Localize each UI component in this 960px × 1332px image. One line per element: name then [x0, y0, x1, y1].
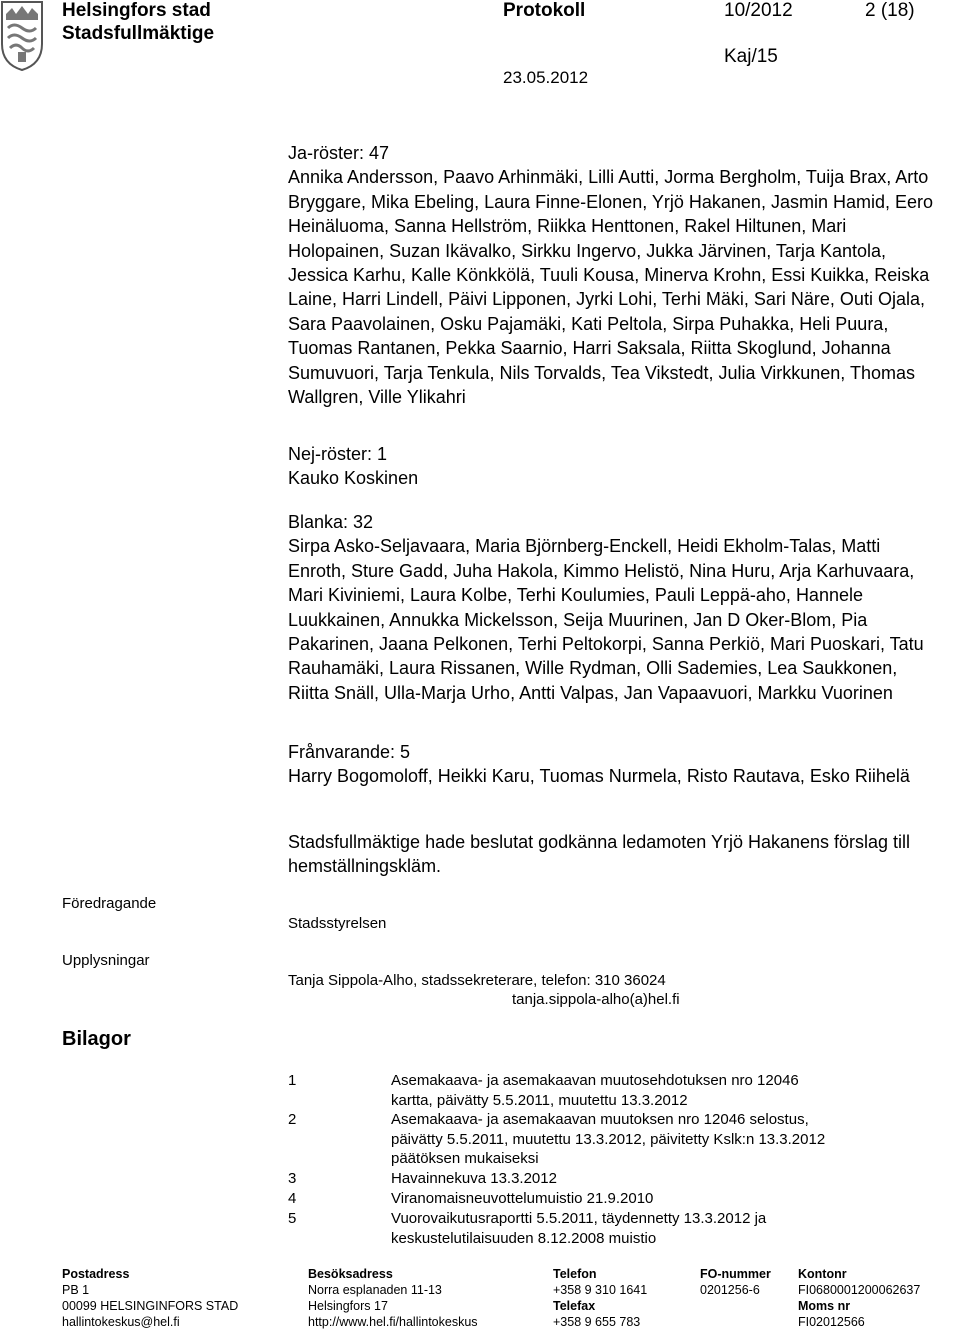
issue-number: 10/2012: [724, 0, 793, 21]
footer-business-id: [700, 1266, 771, 1298]
attachment-text: Asemakaava- ja asemakaavan muutoksen nro 12046 selostus, päivätty 5.5.2011, muutettu 13.3.2012, päivitetty Kslk:n 13.3.2012 päätöksen mukaiseksi: [391, 1111, 826, 1168]
nej-votes-section: [288, 442, 943, 491]
footer-account: [798, 1266, 920, 1330]
footer-business-id-heading: FO-nummer: [700, 1267, 771, 1281]
attachment-number: 2: [288, 1111, 297, 1128]
meeting-date: 23.05.2012: [503, 68, 589, 87]
footer-phone-number: +358 9 310 1641: [553, 1283, 648, 1297]
footer-city: Helsingfors 17: [308, 1299, 388, 1313]
footer-fax-number: +358 9 655 783: [553, 1315, 641, 1329]
section-code: Kaj/15: [724, 46, 778, 67]
blanka-votes-names: Sirpa Asko-Seljavaara, Maria Björnberg-Enckell, Heidi Ekholm-Talas, Matti Enroth, Sture Gadd, Juha Hakola, Kimmo Helistö, Nina Huru, Arja Karhuvaara, Mari Kiviniemi, Laura Kolbe, Terhi Koulumies, Pauli Leppä-aho, Hannele Luukkainen, Annukka Mickelsson, Seija Muurinen, Jan D Oker-Blom, Pia Pakarinen, Jaana Pelkonen, Terhi Peltokorpi, Sanna Perkiö, Mari Puoskari, Tatu Rauhamäki, Laura Rissanen, Wille Rydman, Olli Sademies, Lea Saukkonen, Riitta Snäll, Ulla-Marja Urho, Antti Valpas, Jan Vapaavuori, Markku Vuorinen: [288, 536, 924, 703]
contact-email[interactable]: tanja.sippola-alho(a)hel.fi: [512, 991, 680, 1008]
contact-person: Tanja Sippola-Alho, stadssekreterare, telefon: 310 36024: [288, 972, 666, 989]
attachment-item: [288, 1071, 888, 1111]
footer-vat-heading: Moms nr: [798, 1299, 851, 1313]
footer-account-heading: Kontonr: [798, 1267, 847, 1281]
footer-website[interactable]: http://www.hel.fi/hallintokeskus: [308, 1315, 478, 1329]
footer-phone: [553, 1266, 647, 1330]
footer-account-number: FI0680001200062637: [798, 1283, 921, 1297]
footer-business-id-value: 0201256-6: [700, 1283, 760, 1297]
nej-votes-heading: Nej-röster: 1: [288, 444, 388, 464]
ja-votes-section: [288, 141, 943, 409]
attachment-text: Viranomaisneuvottelumuistio 21.9.2010: [391, 1190, 654, 1207]
franvarande-heading: Frånvarande: 5: [288, 742, 411, 762]
attachment-number: 5: [288, 1210, 297, 1227]
footer-street: Norra esplanaden 11-13: [308, 1283, 442, 1297]
attachment-item: [288, 1189, 888, 1209]
ja-votes-names: Annika Andersson, Paavo Arhinmäki, Lilli Autti, Jorma Bergholm, Tuija Brax, Arto Bryggare, Mika Ebeling, Laura Finne-Elonen, Yrjö Hakanen, Jasmin Hamid, Eero Heinäluoma, Sanna Hellström, Riikka Henttonen, Rakel Hiltunen, Mari Holopainen, Suzan Ikävalko, Sirkku Ingervo, Jukka Järvinen, Tarja Kantola, Jessica Karhu, Kalle Könkkölä, Tuuli Kousa, Minerva Krohn, Essi Kuikka, Reiska Laine, Harri Lindell, Päivi Lipponen, Jyrki Lohi, Terhi Mäki, Sari Näre, Outi Ojala, Sara Paavolainen, Osku Pajamäki, Kati Peltola, Sirpa Puhakka, Heli Puura, Tuomas Rantanen, Pekka Saarnio, Harri Saksala, Riitta Skoglund, Johanna Sumuvuori, Tarja Tenkula, Nils Torvalds, Tea Vikstedt, Julia Virkkunen, Thomas Wallgren, Ville Ylikahri: [288, 167, 933, 408]
blanka-votes-section: [288, 510, 943, 705]
ja-votes-heading: Ja-röster: 47: [288, 143, 390, 163]
footer-phone-heading: Telefon: [553, 1267, 597, 1281]
upplysningar-label: Upplysningar: [62, 952, 150, 969]
franvarande-names: Harry Bogomoloff, Heikki Karu, Tuomas Nurmela, Risto Rautava, Esko Riihelä: [288, 766, 910, 787]
document-type: Protokoll: [503, 0, 586, 21]
footer-visiting-heading: Besöksadress: [308, 1267, 393, 1281]
organization-name: Helsingfors stad: [62, 0, 211, 21]
footer-postal-address: [62, 1266, 238, 1330]
foredragande-label: Föredragande: [62, 895, 157, 912]
footer-fax-heading: Telefax: [553, 1299, 596, 1313]
attachment-number: 4: [288, 1190, 297, 1207]
footer-vat-number: FI02012566: [798, 1315, 865, 1329]
decision-text: Stadsfullmäktige hade beslutat godkänna ledamoten Yrjö Hakanens förslag till hemställningskläm.: [288, 832, 911, 877]
footer-visiting-address: [308, 1266, 478, 1330]
attachment-number: 1: [288, 1072, 297, 1089]
franvarande-section: [288, 740, 943, 789]
attachment-item: [288, 1169, 888, 1189]
footer-email[interactable]: hallintokeskus@hel.fi: [62, 1315, 180, 1329]
attachment-item: [288, 1209, 888, 1249]
footer-postal-heading: Postadress: [62, 1267, 130, 1281]
attachment-text: Asemakaava- ja asemakaavan muutosehdotuksen nro 12046 kartta, päivätty 5.5.2011, muutettu 13.3.2012: [391, 1072, 799, 1109]
foredragande-value: Stadsstyrelsen: [288, 915, 387, 932]
footer-postal-city: 00099 HELSINGINFORS STAD: [62, 1299, 239, 1313]
footer-postal-box: PB 1: [62, 1283, 90, 1297]
attachment-text: Havainnekuva 13.3.2012: [391, 1170, 557, 1187]
city-crest-logo: [0, 0, 44, 72]
blanka-votes-heading: Blanka: 32: [288, 512, 374, 532]
attachment-item: [288, 1110, 888, 1170]
organization-body: Stadsfullmäktige: [62, 23, 215, 44]
bilagor-label: Bilagor: [62, 1028, 131, 1050]
attachment-text: Vuorovaikutusraportti 5.5.2011, täydennetty 13.3.2012 ja keskustelutilaisuuden 8.12.2008 muistio: [391, 1210, 767, 1247]
attachment-number: 3: [288, 1170, 297, 1187]
page-number: 2 (18): [865, 0, 915, 21]
nej-votes-names: Kauko Koskinen: [288, 468, 419, 489]
